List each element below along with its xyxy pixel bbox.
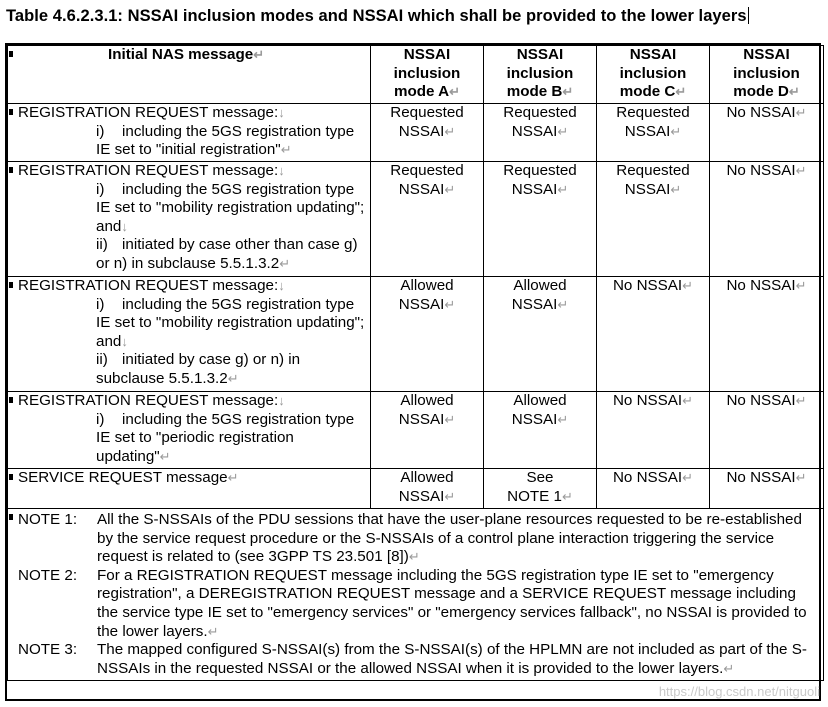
table-title: Table 4.6.2.3.1: NSSAI inclusion modes and NSSAI which shall be provided to the lower layers: [6, 7, 747, 25]
mode-c-cell: No NSSAI↵: [597, 392, 710, 469]
header-mode-d: NSSAI inclusion mode D↵: [710, 46, 824, 104]
notes-cell: [8, 509, 824, 681]
table-row: [8, 162, 824, 277]
mode-d-cell: No NSSAI↵: [710, 162, 824, 277]
mode-a-cell: Allowed NSSAI↵: [371, 277, 484, 392]
mode-b-cell: Allowed NSSAI↵: [484, 277, 597, 392]
condition-item: i) including the 5GS registration type IE set to "initial registration"↵: [96, 122, 355, 159]
note-2: NOTE 2: For a REGISTRATION REQUEST message including the 5GS registration type IE set to "emergency registration", a DEREGISTRATION REQUEST message and a SERVICE REQUEST message including the service type IE set to "emergency services" or "emergency services fallback", no NSSAI is provided to the lower layers.↵: [18, 566, 807, 640]
condition-item: ii) initiated by case g) or n) in subclause 5.5.1.3.2↵: [96, 351, 301, 387]
mode-d-cell: No NSSAI↵: [710, 277, 824, 392]
mode-c-cell: No NSSAI↵: [597, 469, 710, 509]
header-initial-nas-message: Initial NAS message↵: [8, 46, 371, 104]
condition-item: ii) initiated by case other than case g) or n) in subclause 5.5.1.3.2↵: [96, 236, 358, 272]
mode-d-cell: No NSSAI↵: [710, 104, 824, 162]
mode-b-cell: Requested NSSAI↵: [484, 104, 597, 162]
mode-b-cell: Requested NSSAI↵: [484, 162, 597, 277]
message-name: REGISTRATION REQUEST message:: [18, 392, 279, 409]
mode-c-cell: No NSSAI↵: [597, 277, 710, 392]
message-name: REGISTRATION REQUEST message:: [18, 277, 279, 294]
mode-b-cell: See NOTE 1↵: [484, 469, 597, 509]
table-row: [8, 104, 824, 162]
message-cell: REGISTRATION REQUEST message:↓ i) including the 5GS registration type IE set to "mobility registration updating"; and↓ ii) initiated by case other than case g) or n) in subclause 5.5.1.3.2↵: [8, 162, 371, 277]
mode-a-cell: Requested NSSAI↵: [371, 104, 484, 162]
message-name: REGISTRATION REQUEST message:: [18, 162, 279, 179]
condition-item: i) including the 5GS registration type IE set to "periodic registration updating"↵: [96, 410, 355, 465]
mode-d-cell: No NSSAI↵: [710, 469, 824, 509]
mode-d-cell: No NSSAI↵: [710, 392, 824, 469]
message-cell: REGISTRATION REQUEST message:↓ i) including the 5GS registration type IE set to "mobility registration updating"; and↓ ii) initiated by case g) or n) in subclause 5.5.1.3.2↵: [8, 277, 371, 392]
header-mode-b: NSSAI inclusion mode B↵: [484, 46, 597, 104]
mode-b-cell: Allowed NSSAI↵: [484, 392, 597, 469]
mode-a-cell: Allowed NSSAI↵: [371, 469, 484, 509]
notes-row: [8, 509, 824, 681]
note-1: NOTE 1: All the S-NSSAIs of the PDU sessions that have the user-plane resources requested to be re-established by the service request procedure or the S-NSSAIs of a control plane interaction triggering the service request is related to (see 3GPP TS 23.501 [8])↵: [18, 511, 802, 566]
condition-item: i) including the 5GS registration type IE set to "mobility registration updating"; and↓: [96, 180, 365, 235]
message-cell: REGISTRATION REQUEST message:↓ i) including the 5GS registration type IE set to "periodic registration updating"↵: [8, 392, 371, 469]
header-row: [8, 46, 824, 104]
table-row: [8, 469, 824, 509]
watermark: https://blog.csdn.net/nitguoli: [658, 684, 820, 699]
mode-a-cell: Requested NSSAI↵: [371, 162, 484, 277]
message-cell: SERVICE REQUEST message↵: [8, 469, 371, 509]
header-mode-a: NSSAI inclusion mode A↵: [371, 46, 484, 104]
table-row: [8, 277, 824, 392]
mode-c-cell: Requested NSSAI↵: [597, 104, 710, 162]
message-name: SERVICE REQUEST message: [18, 469, 228, 486]
mode-c-cell: Requested NSSAI↵: [597, 162, 710, 277]
nssai-table-frame: [5, 43, 821, 701]
message-name: REGISTRATION REQUEST message:: [18, 104, 279, 121]
header-mode-c: NSSAI inclusion mode C↵: [597, 46, 710, 104]
condition-item: i) including the 5GS registration type IE set to "mobility registration updating"; and↓: [96, 295, 365, 350]
note-3: NOTE 3: The mapped configured S-NSSAI(s) from the S-NSSAI(s) of the HPLMN are not included as part of the S-NSSAIs in the requested NSSAI or the allowed NSSAI when it is provided to the lower layers.↵: [18, 641, 807, 677]
nssai-table: [7, 45, 824, 681]
table-row: [8, 392, 824, 469]
mode-a-cell: Allowed NSSAI↵: [371, 392, 484, 469]
message-cell: REGISTRATION REQUEST message:↓ i) including the 5GS registration type IE set to "initial registration"↵: [8, 104, 371, 162]
